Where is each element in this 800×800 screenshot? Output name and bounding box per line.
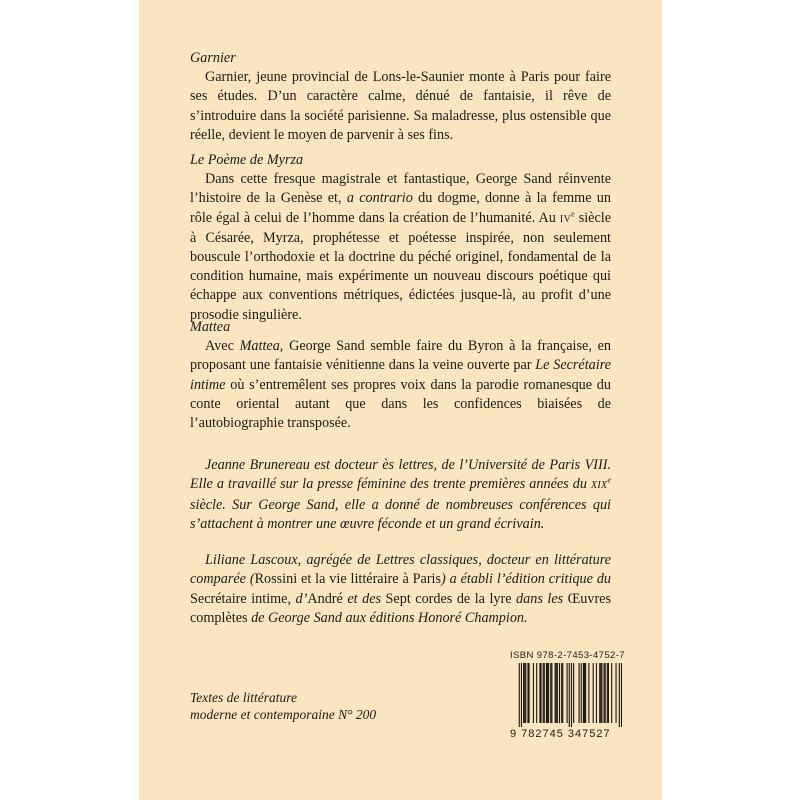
- barcode-bar: [621, 663, 622, 727]
- barcode-bar: [562, 663, 563, 723]
- barcode-bar: [569, 663, 570, 727]
- barcode-bar: [584, 663, 585, 723]
- text-run: , George Sand semble faire du Byron à la française, en proposant une fantaisie vénitienne dans la veine ouverte par: [190, 338, 611, 374]
- author-bio-lascoux: [190, 537, 611, 642]
- isbn-label: ISBN 978-2-7453-4752-7: [510, 650, 625, 661]
- barcode-bar: [571, 663, 572, 727]
- barcode-bar: [556, 663, 557, 723]
- italic-run: a contrario: [346, 190, 413, 207]
- section-myrza: [190, 151, 611, 325]
- barcode-bar: [593, 663, 594, 723]
- text-run: Liliane Lascoux, agrégée de Lettres classiques, docteur en littérature comparée (: [190, 552, 611, 588]
- barcode-bar: [521, 663, 522, 727]
- barcode-bar: [619, 663, 620, 727]
- text-run: siècle à Césarée, Myrza, prophétesse et poétesse inspirée, non seulement bouscule l’orthodoxie et la doctrine du péché originel, fondamental de la condition humaine, mais expérimente un nouveau discours poétique qui échappe aux conventions métriques, édictées jusque-là, au profit d’une prosodie singulière.: [190, 209, 611, 323]
- barcode-bar: [601, 663, 602, 723]
- series-line: Textes de littérature: [190, 690, 297, 705]
- barcode-bar: [548, 663, 549, 723]
- barcode-bar: [524, 663, 525, 723]
- barcode-bar: [600, 663, 601, 723]
- barcode-bar: [546, 663, 547, 723]
- century-numeral: IV: [559, 213, 572, 225]
- barcode-bar: [544, 663, 545, 723]
- series-imprint: [190, 689, 450, 723]
- barcode-bar: [615, 663, 616, 723]
- barcode-bar: [539, 663, 540, 723]
- text-run: , d’: [287, 590, 308, 607]
- century-numeral: XIX: [590, 480, 608, 492]
- section-title: Mattea: [190, 319, 231, 335]
- barcode-bar: [581, 663, 582, 723]
- section-garnier: [190, 49, 611, 145]
- upright-run: Œuvres complètes: [190, 590, 612, 626]
- text-run: Jeanne Brunereau est docteur ès lettres, de l’Université de Paris VIII. Elle a travaillé sur la presse féminine des trente premières années du: [190, 457, 611, 493]
- barcode-bar: [585, 663, 586, 723]
- series-line: moderne et contemporaine N° 200: [190, 707, 377, 722]
- upright-run: Rossini et la vie littéraire à Paris: [254, 571, 442, 588]
- isbn-barcode: [510, 650, 625, 746]
- bio-text: [190, 456, 611, 534]
- barcode-bar: [527, 663, 528, 723]
- barcode-bar: [555, 663, 556, 723]
- text-run: dans les: [511, 590, 568, 607]
- author-bio-brunereau: [190, 442, 611, 548]
- section-mattea: [190, 318, 611, 433]
- superscript: e: [607, 475, 611, 485]
- section-title: Garnier: [190, 50, 236, 66]
- barcode-bar: [533, 663, 534, 723]
- text-run: et des: [342, 590, 386, 607]
- barcode-bar: [579, 663, 580, 723]
- barcode-bar: [561, 663, 562, 723]
- bio-text: [190, 551, 611, 628]
- barcode-bar: [528, 663, 529, 723]
- text-run: du dogme, donne à la femme un rôle égal à celui de l’homme dans la création de l’humanité. Au: [190, 190, 611, 226]
- barcode-bar: [588, 663, 589, 723]
- text-run: de George Sand aux éditions Honoré Champion.: [247, 609, 528, 626]
- italic-run: Mattea: [239, 338, 280, 355]
- barcode-bar: [536, 663, 537, 723]
- barcode-bar: [540, 663, 541, 723]
- barcode-bar: [567, 663, 568, 723]
- barcode-bar: [550, 663, 551, 723]
- barcode-bar: [525, 663, 526, 723]
- text-run: siècle. Sur George Sand, elle a donné de nombreuses conférences qui s’attachent à montrer une œuvre féconde et un grand écrivain.: [190, 496, 611, 532]
- upright-run: Sept cordes de la lyre: [385, 590, 512, 607]
- upright-run: André: [307, 590, 343, 607]
- barcode-bar: [604, 663, 605, 723]
- barcode-bar: [573, 663, 574, 723]
- barcode-bar: [559, 663, 560, 723]
- barcode-bar: [551, 663, 552, 723]
- barcode-bar: [611, 663, 612, 723]
- section-text: [190, 337, 611, 433]
- barcode-bar: [608, 663, 609, 723]
- text-run: où s’entremêlent ses propres voix dans la parodie romanesque du conte oriental autant que dans les confidences biaisées de l’autobiographie transposée.: [190, 376, 611, 432]
- superscript: e: [571, 208, 575, 218]
- barcode-bar: [519, 663, 520, 727]
- barcode-bar: [607, 663, 608, 723]
- text-run: Dans cette fresque magistrale et fantastique, George Sand réinvente l’histoire de la Genèse et,: [190, 171, 611, 207]
- barcode-bar: [596, 663, 597, 723]
- barcode-digits: 9 782745 347527: [510, 728, 611, 740]
- barcode-bars: [510, 663, 622, 727]
- barcode-bar: [583, 663, 584, 723]
- barcode-bar: [599, 663, 600, 723]
- barcode-bar: [605, 663, 606, 723]
- barcode-bar: [557, 663, 558, 723]
- section-text: Garnier, jeune provincial de Lons-le-Saunier monte à Paris pour faire ses études. D’un caractère calme, dénué de fantaisie, il rêve de s’introduire dans la société parisienne. Sa maladresse, plus ostensible que réelle, devient le moyen de parvenir à ses fins.: [190, 69, 611, 143]
- text-run: Avec: [205, 338, 240, 355]
- barcode-bar: [523, 663, 524, 723]
- upright-run: Secrétaire intime: [190, 590, 288, 607]
- barcode-bar: [547, 663, 548, 723]
- text-run: ) a établi l’édition critique du: [441, 571, 612, 588]
- barcode-bar: [543, 663, 544, 723]
- italic-run: Le Secrétaire intime: [190, 357, 611, 393]
- section-title: Le Poème de Myrza: [190, 152, 304, 168]
- section-text: [190, 170, 611, 325]
